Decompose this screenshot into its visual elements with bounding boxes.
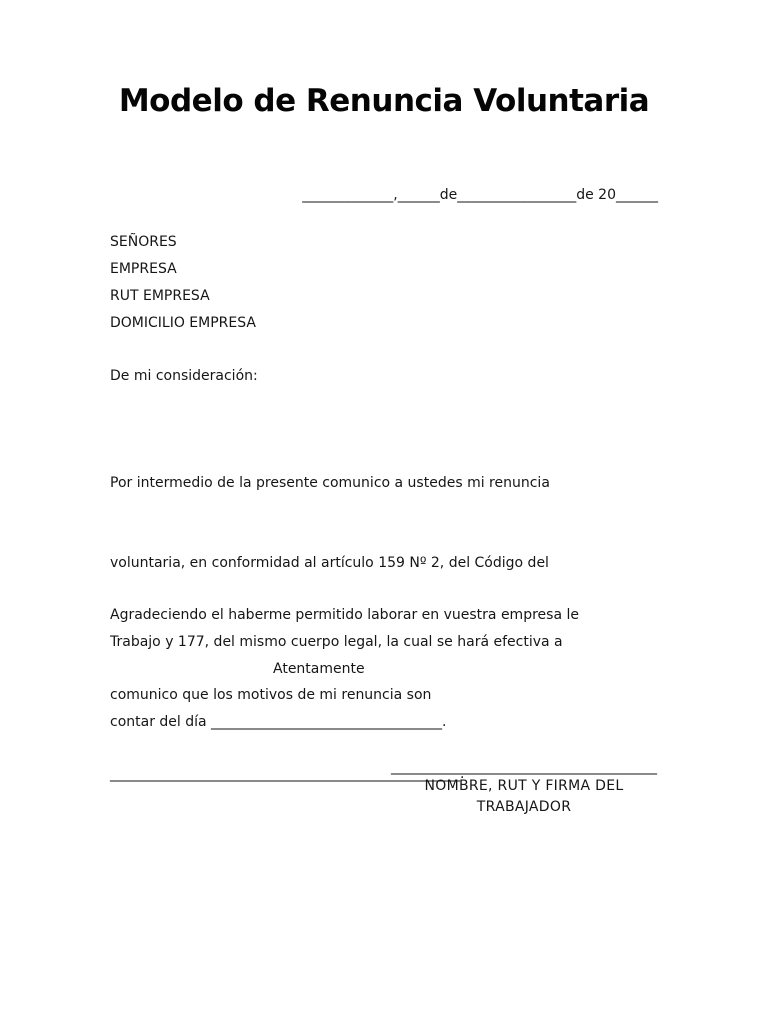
paragraph-2-blank-line: __________________________________________________. bbox=[110, 766, 465, 782]
recipient-block bbox=[110, 229, 256, 337]
paragraph-2-line-1: Agradeciendo el haberme permitido laborar en vuestra empresa le bbox=[110, 607, 579, 623]
paragraph-1-line-3: Trabajo y 177, del mismo cuerpo legal, la cual se hará efectiva a bbox=[110, 634, 563, 650]
recipient-line-rut-empresa: RUT EMPRESA bbox=[110, 288, 210, 304]
closing: Atentamente bbox=[273, 661, 365, 677]
recipient-line-domicilio-empresa: DOMICILIO EMPRESA bbox=[110, 315, 256, 331]
signature-block bbox=[390, 758, 658, 818]
document-title: Modelo de Renuncia Voluntaria bbox=[118, 83, 650, 119]
signature-line: ______________________________________ bbox=[391, 759, 657, 775]
recipient-line-empresa: EMPRESA bbox=[110, 261, 177, 277]
signature-label-line-1: NOMBRE, RUT Y FIRMA DEL bbox=[424, 778, 624, 794]
recipient-line-senores: SEÑORES bbox=[110, 234, 177, 250]
salutation: De mi consideración: bbox=[110, 368, 258, 384]
paragraph-1-line-2: voluntaria, en conformidad al artículo 159 Nº 2, del Código del bbox=[110, 554, 549, 571]
signature-label-line-2: TRABAJADOR bbox=[476, 799, 572, 815]
paragraph-1-line-4: contar del día _________________________________. bbox=[110, 713, 447, 730]
paragraph-2-line-2: comunico que los motivos de mi renuncia son bbox=[110, 686, 432, 703]
paragraph-1-line-1: Por intermedio de la presente comunico a ustedes mi renuncia bbox=[110, 475, 550, 491]
date-fill-in-line: _____________,______de_________________de 20______ bbox=[302, 187, 658, 203]
